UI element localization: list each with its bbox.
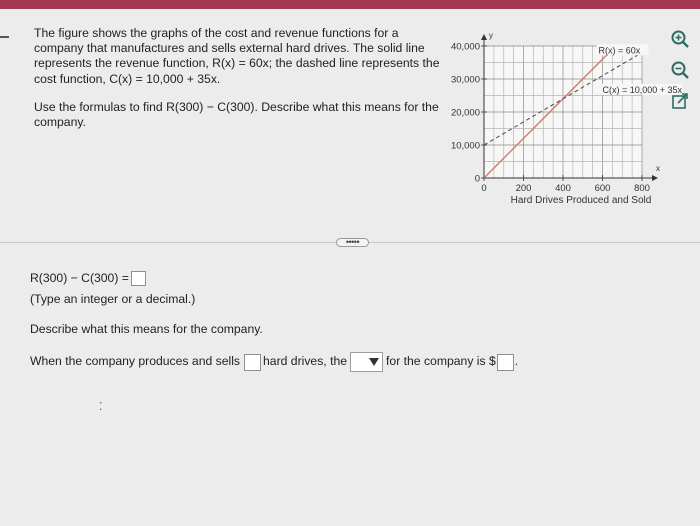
cost-revenue-graph xyxy=(440,26,683,216)
y-tick-label: 40,000 xyxy=(450,41,480,53)
x-tick-label: 800 xyxy=(634,183,650,194)
hard-drives-input[interactable] xyxy=(244,354,261,371)
sentence-part-1: When the company produces and sells xyxy=(30,354,241,369)
chart-svg xyxy=(440,26,683,216)
revenue-label: R(x) = 60x xyxy=(598,45,641,56)
x-tick-label: 0 xyxy=(481,183,487,194)
sentence-part-2: hard drives, the xyxy=(263,354,348,369)
difference-input[interactable] xyxy=(131,271,146,286)
problem-paragraph-1: The figure shows the graphs of the cost and revenue functions for a company that manufactures and sells external hard drives. The solid line represents the revenue function, R(x) = 60x; the dashed line represents the cost function, C(x) = 10,000 + 35x. xyxy=(34,26,440,86)
y-tick-label: 0 xyxy=(474,173,480,185)
cost-label: C(x) = 10,000 + 35x xyxy=(602,84,683,95)
zoom-in-icon[interactable] xyxy=(668,27,692,51)
describe-prompt: Describe what this means for the company. xyxy=(30,322,263,336)
x-tick-label: 400 xyxy=(555,183,571,194)
answer-hint: (Type an integer or a decimal.) xyxy=(30,292,196,306)
zoom-out-icon[interactable] xyxy=(668,58,692,82)
expand-dots-button[interactable]: ••••• xyxy=(336,238,369,247)
sentence-end: . xyxy=(514,354,519,369)
y-tick-label: 30,000 xyxy=(450,74,480,86)
x-tick-label: 200 xyxy=(515,183,532,194)
y-tick-label: 20,000 xyxy=(450,107,480,119)
x-axis-letter: x xyxy=(656,164,660,173)
x-axis-label: Hard Drives Produced and Sold xyxy=(510,195,652,206)
y-tick-label: 10,000 xyxy=(450,140,480,152)
problem-paragraph-2: Use the formulas to find R(300) − C(300). Describe what this means for the company. xyxy=(34,99,439,130)
dropdown-arrow-icon xyxy=(369,358,379,366)
x-tick-label: 600 xyxy=(594,183,611,194)
amount-input[interactable] xyxy=(497,354,514,371)
y-axis-letter: y xyxy=(489,31,493,40)
difference-label: R(300) − C(300) = xyxy=(30,271,129,285)
mouse-cursor-mark: ⁚ xyxy=(99,401,103,413)
profit-loss-dropdown[interactable] xyxy=(350,352,383,372)
top-bar xyxy=(0,0,700,9)
problem-statement xyxy=(34,26,444,130)
popout-icon[interactable] xyxy=(668,89,692,113)
answer-line-1 xyxy=(30,271,148,286)
sentence-part-3: for the company is $ xyxy=(386,354,496,369)
describe-sentence xyxy=(30,352,518,372)
x-axis-arrow-icon xyxy=(652,175,658,181)
left-marker xyxy=(0,36,9,38)
y-axis-arrow-icon xyxy=(481,34,487,40)
